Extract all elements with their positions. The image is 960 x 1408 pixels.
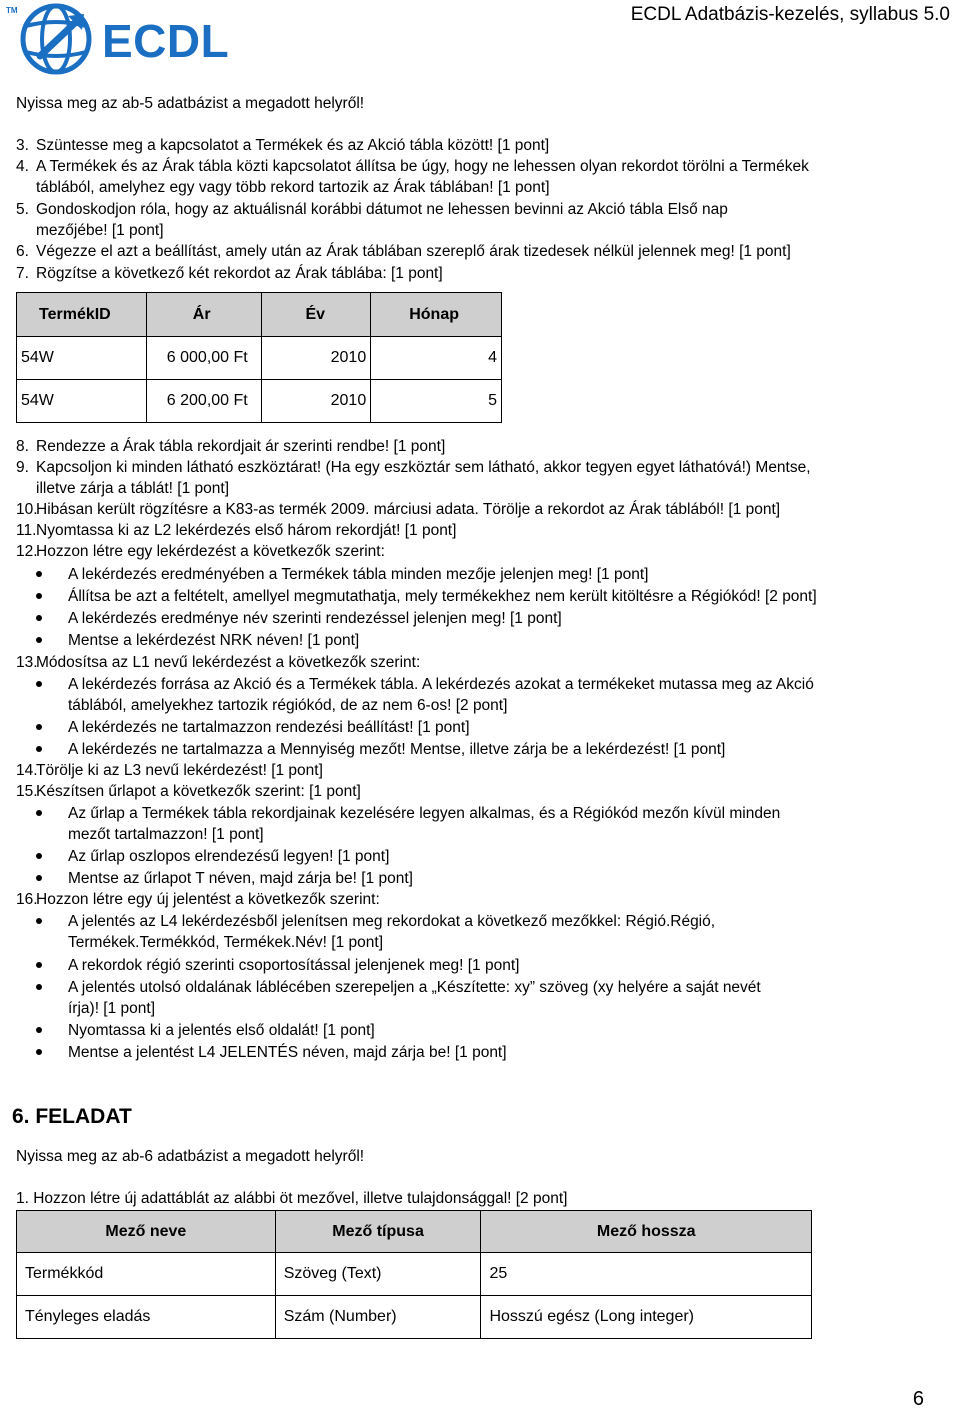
bullet-icon [36,962,42,968]
bullet-text: Állítsa be azt a feltételt, amellyel megmutathatja, mely termékekhez nem került kitöltésre a Régiókód! [2 pont] [68,588,817,605]
page-number: 6 [912,1388,924,1408]
bullet-icon [36,681,42,687]
bullet-icon [36,810,42,816]
bullet-text: A lekérdezés ne tartalmazzon rendezési beállítást! [1 pont] [68,719,470,736]
records-table [16,292,502,423]
bullet-icon [36,984,42,990]
bullet-icon [36,1049,42,1055]
task-text: Végezze el azt a beállítást, amely után az Árak táblában szereplő árak tizedesek nélkül jelennek meg! [1 pont] [36,243,791,260]
table-cell: 6 000,00 Ft [146,337,261,380]
task-number: 14. [16,762,38,779]
bullet-text: A lekérdezés ne tartalmazza a Mennyiség mezőt! Mentse, illetve zárja be a lekérdezést! [1 pont] [68,741,726,758]
task-item-1: 1. Hozzon létre új adattáblát az alábbi öt mezővel, illetve tulajdonsággal! [2 pont] [16,1190,568,1207]
task-text: Gondoskodjon róla, hogy az aktuálisnál korábbi dátumot ne lehessen bevinni az Akció tábla Első nap [36,201,728,218]
task-text: Rögzítse a következő két rekordot az Árak táblába: [1 pont] [36,265,443,282]
bullet-text: A jelentés utolsó oldalának láblécében szerepeljen a „Készítette: xy” szöveg (xy helyére a saját nevét [68,979,761,996]
bullet-icon [36,853,42,859]
table-cell: 25 [481,1253,812,1296]
table-cell: Szám (Number) [275,1296,481,1339]
table-cell: Hosszú egész (Long integer) [481,1296,812,1339]
task-number: 8. [16,438,29,455]
bullet-icon [36,918,42,924]
bullet-icon [36,746,42,752]
table-cell: Szöveg (Text) [275,1253,481,1296]
task-text: Módosítsa az L1 nevű lekérdezést a következők szerint: [36,654,421,671]
table-cell: 5 [371,380,502,423]
table-header-cell: Mező típusa [275,1211,481,1253]
task-text: A Termékek és az Árak tábla közti kapcsolatot állítsa be úgy, hogy ne lehessen olyan rekordot törölni a Termékek [36,158,809,175]
task-number: 11. [16,522,37,539]
table-row [17,380,502,423]
task-text: Rendezze a Árak tábla rekordjait ár szerinti rendbe! [1 pont] [36,438,446,455]
table-header-row [17,293,502,337]
task-number: 16. [16,891,38,908]
table-header-cell: Év [261,293,371,337]
table-cell: 2010 [261,337,371,380]
fields-table [16,1210,812,1339]
bullet-icon [36,637,42,643]
page-header [0,0,960,80]
bullet-text: Az űrlap a Termékek tábla rekordjainak kezelésére legyen alkalmas, és a Régiókód mezőn kívül minden [68,805,781,822]
bullet-text: A lekérdezés eredményében a Termékek tábla minden mezője jelenjen meg! [1 pont] [68,566,649,583]
task-number: 5. [16,201,29,218]
bullet-icon [36,1027,42,1033]
bullet-text: Mentse az űrlapot T néven, majd zárja be! [1 pont] [68,870,413,887]
section-intro: Nyissa meg az ab-6 adatbázist a megadott helyről! [16,1148,365,1165]
bullet-text: Az űrlap oszlopos elrendezésű legyen! [1 pont] [68,848,390,865]
table-cell: Tényleges eladás [17,1296,276,1339]
task-text: Hozzon létre egy új jelentést a következők szerint: [36,891,380,908]
bullet-text: A rekordok régió szerinti csoportosítással jelenjenek meg! [1 pont] [68,957,520,974]
table-header-cell: Ár [146,293,261,337]
task-text: Szüntesse meg a kapcsolatot a Termékek és az Akció tábla között! [1 pont] [36,137,550,154]
task-number: 3. [16,137,29,154]
table-cell: 6 200,00 Ft [146,380,261,423]
bullet-text: Termékek.Termékkód, Termékek.Név! [1 pont] [68,934,384,951]
bullet-icon [36,571,42,577]
task-text: Hozzon létre egy lekérdezést a következők szerint: [36,543,385,560]
task-text: Törölje ki az L3 nevű lekérdezést! [1 pont] [36,762,323,779]
bullet-text: A lekérdezés eredménye név szerinti rendezéssel jelenjen meg! [1 pont] [68,610,562,627]
syllabus-title: ECDL Adatbázis-kezelés, syllabus 5.0 [630,4,950,25]
table-cell: 2010 [261,380,371,423]
task-number: 6. [16,243,29,260]
bullet-text: A lekérdezés forrása az Akció és a Termékek tábla. A lekérdezés azokat a termékeket mutassa meg az Akció [68,676,814,693]
table-header-cell: Mező neve [17,1211,276,1253]
logo-wordmark: ECDL [102,15,230,67]
bullet-text: Mentse a jelentést L4 JELENTÉS néven, majd zárja be! [1 pont] [68,1044,507,1061]
task-text: Hibásan került rögzítésre a K83-as termék 2009. márciusi adata. Törölje a rekordot az Árak táblából! [1 pont] [36,501,781,518]
task-text: mezőjébe! [1 pont] [36,222,164,239]
task-text: illetve zárja a táblát! [1 pont] [36,480,230,497]
bullet-text: mezőt tartalmazzon! [1 pont] [68,826,264,843]
table-row [17,337,502,380]
task-number: 4. [16,158,29,175]
task-text: Kapcsoljon ki minden látható eszköztárat! (Ha egy eszköztár sem látható, akkor tegyen egyet láthatóvá!) Mentse, [36,459,811,476]
bullet-text: Mentse a lekérdezést NRK néven! [1 pont] [68,632,360,649]
section-title: 6. FELADAT [12,1105,132,1128]
task-text: Nyomtassa ki az L2 lekérdezés első három rekordját! [1 pont] [36,522,457,539]
table-cell: Termékkód [17,1253,276,1296]
bullet-text: írja)! [1 pont] [68,1000,156,1017]
bullet-text: Nyomtassa ki a jelentés első oldalát! [1 pont] [68,1022,375,1039]
bullet-text: táblából, amelyekhez tartozik régiókód, de az nem 6-os! [2 pont] [68,697,508,714]
task-number: 15. [16,783,38,800]
task-text: táblából, amelyhez egy vagy több rekord tartozik az Árak táblában! [1 pont] [36,179,550,196]
table-cell: 4 [371,337,502,380]
table-row [17,1296,812,1339]
bullet-icon [36,615,42,621]
table-header-row [17,1211,812,1253]
trademark-mark: TM [6,6,18,15]
ecdl-globe-icon [10,0,106,78]
task-text: Készítsen űrlapot a következők szerint: [1 pont] [36,783,361,800]
task-number: 7. [16,265,29,282]
task-number: 13. [16,654,38,671]
table-header-cell: Hónap [371,293,502,337]
bullet-icon [36,724,42,730]
intro-text: Nyissa meg az ab-5 adatbázist a megadott helyről! [16,95,365,112]
table-cell: 54W [17,337,147,380]
bullet-icon [36,593,42,599]
table-row [17,1253,812,1296]
bullet-icon [36,875,42,881]
task-number: 12. [16,543,38,560]
task-number: 9. [16,459,29,476]
table-header-cell: Mező hossza [481,1211,812,1253]
ecdl-logo [4,0,230,78]
task-number: 10. [16,501,38,518]
table-header-cell: TermékID [17,293,147,337]
bullet-text: A jelentés az L4 lekérdezésből jelenítsen meg rekordokat a következő mezőkkel: Régió.Régió, [68,913,716,930]
table-cell: 54W [17,380,147,423]
